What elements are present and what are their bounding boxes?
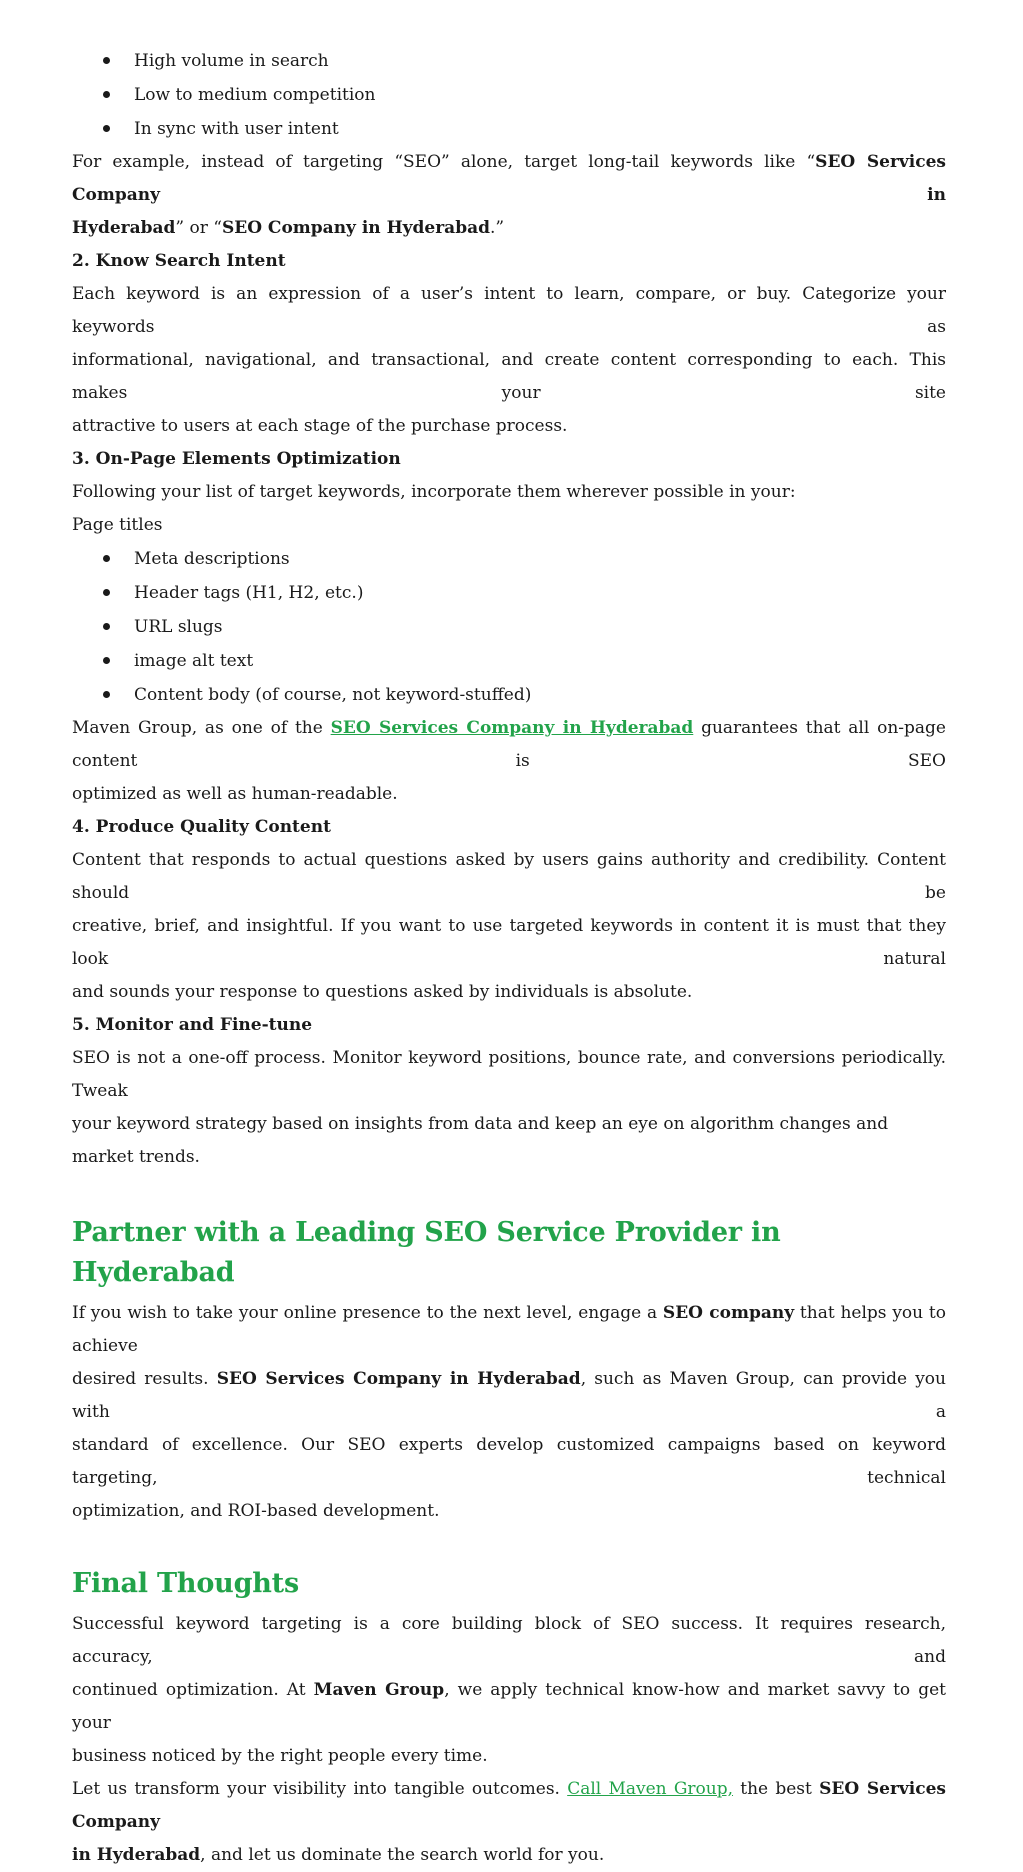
paragraph-line: optimized as well as human-readable.: [72, 784, 398, 804]
paragraph-line: attractive to users at each stage of the purchase process.: [72, 416, 568, 436]
final-line-5: [72, 1839, 946, 1872]
paragraph-line: informational, navigational, and transactional, and create content corresponding to each. This makes your site: [72, 350, 946, 403]
paragraph-line: optimization, and ROI-based development.: [72, 1501, 440, 1521]
paragraph-line: business noticed by the right people every time.: [72, 1746, 488, 1766]
subheading-monitor: 5. Monitor and Fine-tune: [72, 1015, 313, 1035]
list-item: Header tags (H1, H2, etc.): [72, 576, 946, 610]
paragraph-text: If you wish to take your online presence to the next level, engage a: [72, 1303, 663, 1323]
paragraph-text: Maven Group, as one of the: [72, 718, 331, 738]
example-keyword-2: SEO Company in Hyderabad: [221, 218, 490, 238]
maven-line-1: [72, 712, 946, 778]
section-heading-partner: Partner with a Leading SEO Service Provider in Hyderabad: [72, 1217, 781, 1288]
paragraph-text: the best: [733, 1779, 820, 1799]
paragraph-text: that helps you to achieve: [72, 1303, 946, 1356]
paragraph-text: guarantees that all on-page content is SEO: [72, 718, 946, 771]
subheading-quality-content: 4. Produce Quality Content: [72, 817, 331, 837]
paragraph-line: SEO is not a one-off process. Monitor keyword positions, bounce rate, and conversions periodically. Tweak: [72, 1048, 946, 1101]
paragraph-text: Let us transform your visibility into tangible outcomes.: [72, 1779, 568, 1799]
bold-term: SEO Services Company in Hyderabad: [216, 1369, 581, 1389]
paragraph-line: Following your list of target keywords, incorporate them wherever possible in your:: [72, 482, 796, 502]
example-text: For example, instead of targeting “SEO” alone, target long-tail keywords like “: [72, 152, 816, 172]
paragraph-text: , we apply technical know-how and market savvy to get your: [72, 1680, 946, 1733]
final-line-4: [72, 1773, 946, 1839]
list-item: URL slugs: [72, 610, 946, 644]
call-maven-link[interactable]: Call Maven Group,: [567, 1779, 734, 1799]
partner-line-1: [72, 1297, 946, 1363]
bold-term: SEO company: [662, 1303, 795, 1323]
example-line-1: [72, 146, 946, 212]
example-text: ” or “: [175, 218, 222, 238]
bold-term: Maven Group: [313, 1680, 445, 1700]
list-item: In sync with user intent: [72, 112, 946, 146]
subheading-search-intent: 2. Know Search Intent: [72, 251, 286, 271]
on-page-list: [72, 542, 946, 712]
criteria-list: [72, 44, 946, 146]
example-keyword-1-end: Hyderabad: [72, 218, 176, 238]
subheading-on-page: 3. On-Page Elements Optimization: [72, 449, 401, 469]
paragraph-line: Content that responds to actual questions asked by users gains authority and credibility. Content should be: [72, 850, 946, 903]
paragraph-line: creative, brief, and insightful. If you want to use targeted keywords in content it is must that they look natural: [72, 916, 946, 969]
list-item: Content body (of course, not keyword-stuffed): [72, 678, 946, 712]
document-page: [72, 44, 946, 1872]
partner-line-2: [72, 1363, 946, 1429]
list-item: Low to medium competition: [72, 78, 946, 112]
seo-services-link[interactable]: SEO Services Company in Hyderabad: [330, 718, 694, 738]
paragraph-text: continued optimization. At: [72, 1680, 314, 1700]
paragraph-line: and sounds your response to questions asked by individuals is absolute.: [72, 982, 693, 1002]
paragraph-text: , and let us dominate the search world for you.: [200, 1845, 605, 1865]
example-text: .”: [489, 218, 505, 238]
example-line-2: [72, 212, 946, 245]
paragraph-line: Successful keyword targeting is a core building block of SEO success. It requires research, accuracy, and: [72, 1614, 946, 1667]
section-heading-final: Final Thoughts: [72, 1568, 299, 1599]
paragraph-text: desired results.: [72, 1369, 217, 1389]
bold-term: in Hyderabad: [72, 1845, 201, 1865]
final-line-2: [72, 1674, 946, 1740]
page-titles-item: Page titles: [72, 515, 163, 535]
list-item: image alt text: [72, 644, 946, 678]
bold-term: SEO Services Company: [72, 1779, 946, 1832]
paragraph-line: your keyword strategy based on insights from data and keep an eye on algorithm changes and market trends.: [72, 1114, 889, 1167]
paragraph-text: , such as Maven Group, can provide you with a: [72, 1369, 946, 1422]
example-keyword-1: SEO Services Company in: [72, 152, 946, 205]
paragraph-line: standard of excellence. Our SEO experts develop customized campaigns based on keyword targeting, technical: [72, 1435, 946, 1488]
list-item: High volume in search: [72, 44, 946, 78]
paragraph-line: Each keyword is an expression of a user’s intent to learn, compare, or buy. Categorize your keywords as: [72, 284, 946, 337]
list-item: Meta descriptions: [72, 542, 946, 576]
